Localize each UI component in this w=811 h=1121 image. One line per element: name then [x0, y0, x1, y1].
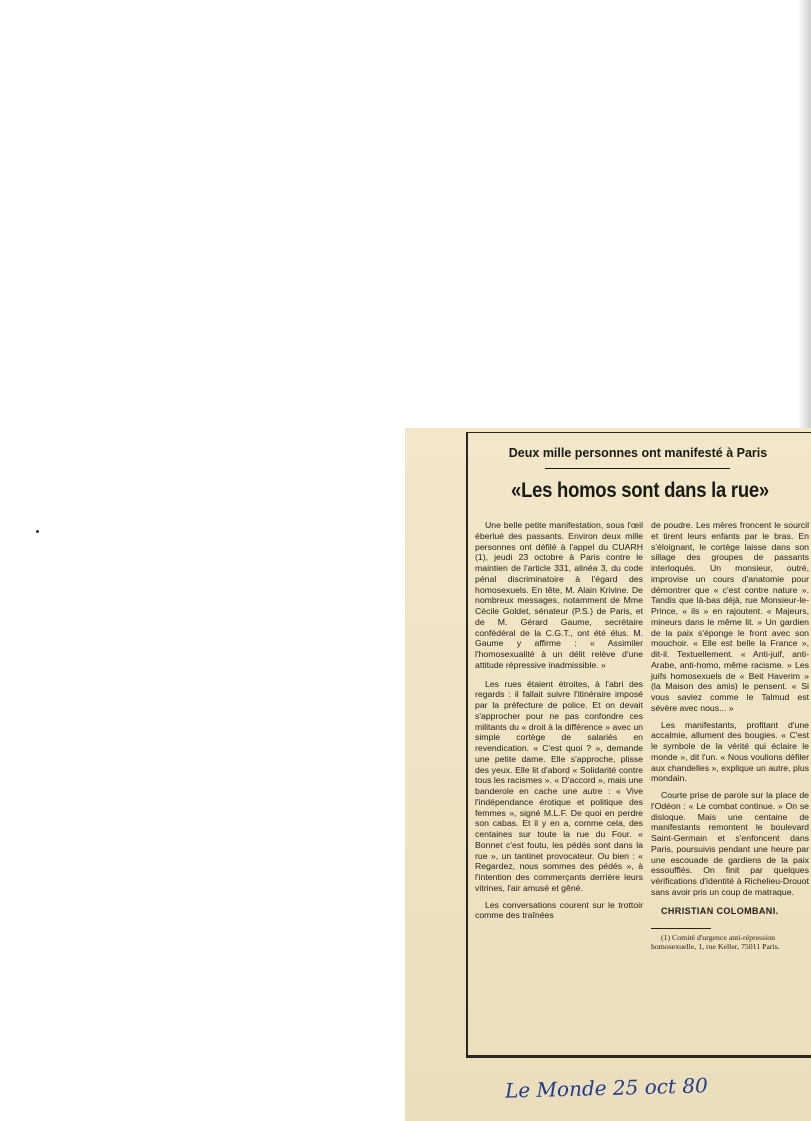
article-column-right	[651, 520, 809, 951]
author-signature: CHRISTIAN COLOMBANI.	[661, 905, 779, 916]
kicker-rule	[545, 468, 730, 469]
article-column-left	[475, 520, 643, 927]
article-kicker: Deux mille personnes ont manifesté à Paris	[508, 446, 768, 460]
article-headline: «Les homos sont dans la rue»	[511, 478, 769, 502]
footnote-rule	[651, 928, 711, 929]
paragraph: Les conversations courent sur le trottoir comme des traînées	[475, 899, 643, 921]
paragraph: de poudre. Les mères froncent le sourcil et tirent leurs enfants par le bras. En s'éloignant, le cortège laisse dans son sillage des groupes de passants interloqués. Un monsieur, outré, improvise un cours d'anatomie pour démontrer que « c'est contre nature ». Tandis que là-bas déjà, rue Monsieur-le-Prince, « ils » en rajoutent. « Majeurs, mineurs dans le même lit. » Un gardien de la paix s'éponge le front avec son mouchoir. « Elle est belle la France », dit-il. Textuellement. « Anti-juif, anti-Arabe, anti-homo, même racisme. » Les juifs homosexuels de « Beit Haverim » (la Maison des amis) le pensent. « Si vous saviez comme le Talmud est sévère avec nous... »	[651, 520, 809, 713]
newspaper-clipping	[405, 428, 811, 1121]
paragraph: Les manifestants, profitant d'une accalmie, allument des bougies. « C'est le symbole de la vérité qui éclaire le monde », dit l'un. « Nous voulions défiler aux chandelles », explique un autre, plus mondain.	[651, 719, 809, 784]
handwritten-note: Le Monde 25 oct 80	[504, 1073, 709, 1103]
stray-dot	[36, 530, 39, 533]
paragraph: Une belle petite manifestation, sous l'œil éberlué des passants. Environ deux mille personnes ont défilé à l'appel du CUARH (1), jeudi 23 octobre à Paris contre le maintien de l'article 331, alinéa 3, du code pénal discriminatoire à l'égard des homosexuels. En tête, M. Alain Krivine. De nombreux messages, notamment de Mme Cécile Goldet, sénateur (P.S.) de Paris, et de M. Gérard Gaume, secrétaire confédéral de la C.G.T., ont été élus. M. Gaume y affirme : « Assimiler l'homosexualité à un délit relève d'une attitude répressive inadmissible. »	[475, 520, 643, 670]
paragraph: Les rues étaient étroites, à l'abri des regards : il fallait suivre l'itinéraire imposé par la préfecture de police. Et on devait s'approcher pour ne pas confondre ces militants du « droit à la différence » avec un simple cortège de salariés en revendication. « C'est quoi ? », demande une petite dame. Elle s'approche, plisse des yeux. Elle lit d'abord « Solidarité contre tous les racismes ». « D'accord », mais une banderole en cache une autre : « Vive l'indépendance érotique et politique des femmes », signé M.L.F. De quoi en perdre son cabas. Et il y en a, comme cela, des centaines sur toute la rue du Four. « Bonnet c'est foutu, les pédés sont dans la rue », un tantinet provocateur. Ou bien : « Regardez, nous sommes des pédés », à l'intention des commerçants derrière leurs vitrines, l'air amusé et gêné.	[475, 678, 643, 893]
paragraph: Courte prise de parole sur la place de l'Odéon : « Le combat continue. » On se disloque. Mais une centaine de manifestants remontent le boulevard Saint-Germain et s'enfoncent dans Paris, poursuivis pendant une heure par une escouade de gardiens de la paix essoufflés. On finit par quelques vérifications d'identité à Richelieu-Drouot sans avoir pris un coup de matraque.	[651, 790, 809, 897]
footnote: (1) Comité d'urgence anti-répression homosexuelle, 1, rue Keller, 75011 Paris.	[651, 933, 780, 952]
